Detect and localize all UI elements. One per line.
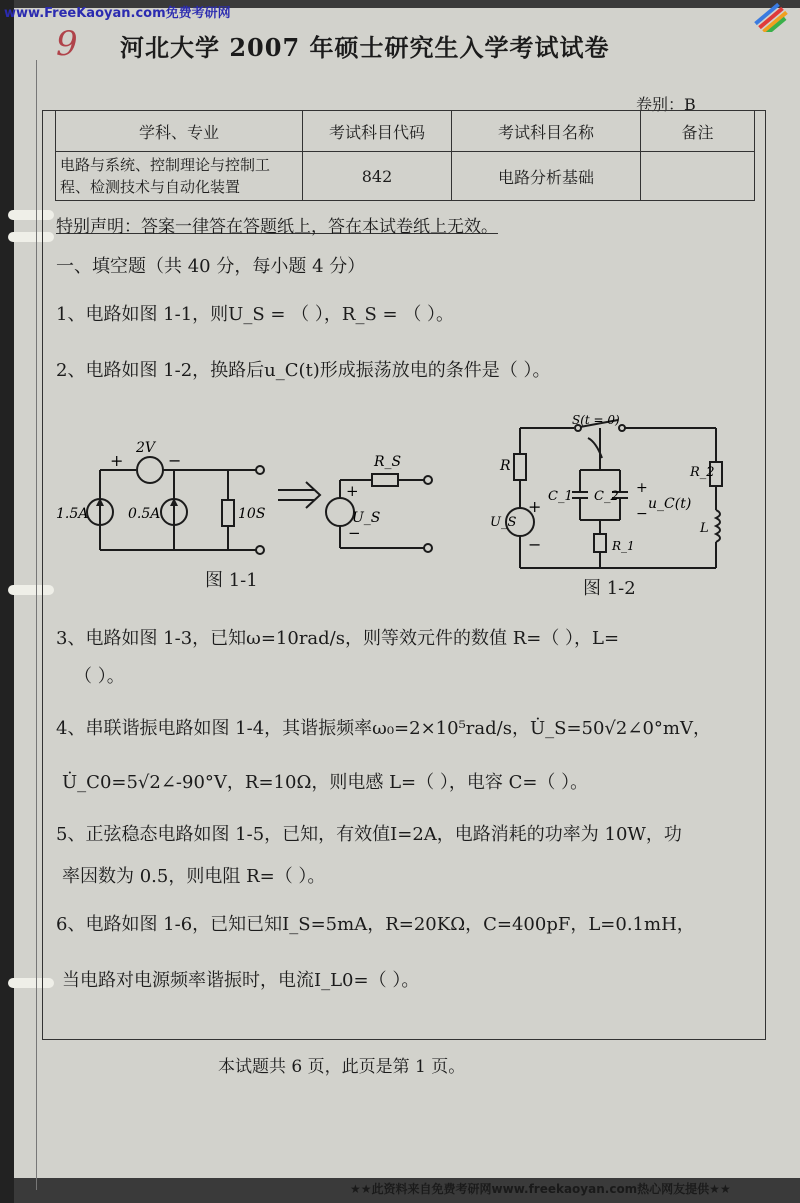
figure-1-2-caption: 图 1-2: [583, 578, 636, 599]
table-header-row: [56, 111, 755, 152]
question-3: 3、电路如图 1-3，已知ω=10rad/s，则等效元件的数值 R=（ ），L=: [56, 628, 620, 649]
fig11-label: 0.5A: [128, 506, 161, 522]
fig11-minus: −: [168, 451, 182, 470]
question-3-cont: （ ）。: [74, 666, 125, 687]
question-6-cont: 当电路对电源频率谐振时，电流I_L0=（ ）。: [62, 970, 420, 991]
figure-1-1-caption: 图 1-1: [205, 570, 258, 591]
table-header: 考试科目代码: [303, 111, 452, 152]
fig11-plus: +: [346, 482, 359, 500]
page-footer: 本试题共 6 页，此页是第 1 页。: [218, 1057, 466, 1077]
fig11-label: 10S: [238, 506, 266, 522]
question-4-cont: U̇_C0=5√2∠-90°V，R=10Ω，则电感 L=（ ），电容 C=（ ）。: [62, 772, 589, 793]
site-logo-icon: [752, 2, 790, 32]
question-1: 1、电路如图 1-1，则U_S = （ ），R_S = （ ）。: [56, 304, 455, 325]
table-header: 考试科目名称: [452, 111, 641, 152]
table-row: [56, 152, 755, 201]
table-cell: [641, 152, 755, 201]
fig12-label: R: [500, 458, 511, 474]
notice: 特别声明：答案一律答在答题纸上，答在本试卷纸上无效。: [56, 217, 498, 237]
handwritten-page-number: 9: [56, 24, 78, 64]
question-5-cont: 率因数为 0.5，则电阻 R=（ ）。: [62, 866, 326, 887]
fig12-label: U_S: [490, 515, 517, 530]
fig11-label: U_S: [352, 510, 381, 526]
fig12-minus: −: [528, 535, 542, 554]
question-2: 2、电路如图 1-2，换路后u_C(t)形成振荡放电的条件是（ ）。: [56, 360, 551, 381]
question-4: 4、串联谐振电路如图 1-4，其谐振频率ω₀=2×10⁵rad/s，U̇_S=50√2∠0°mV，: [56, 718, 711, 739]
margin-line: [36, 60, 37, 1190]
question-5: 5、正弦稳态电路如图 1-5，已知，有效值I=2A，电路消耗的功率为 10W，功: [56, 824, 682, 845]
fig12-label: u_C(t): [648, 496, 692, 512]
fig11-label: 1.5A: [56, 506, 89, 522]
fig11-plus: +: [110, 451, 124, 470]
section-title: 一、填空题（共 40 分，每小题 4 分）: [56, 256, 366, 277]
fig11-label: R_S: [374, 454, 402, 470]
table-header: 备注: [641, 111, 755, 152]
table-cell: 842: [303, 152, 452, 201]
fig12-plus: +: [528, 497, 542, 516]
table-cell: 电路与系统、控制理论与控制工程、检测技术与自动化装置: [56, 152, 303, 201]
fig12-plus: +: [636, 480, 648, 496]
fig12-minus: −: [636, 506, 648, 522]
table-cell: 电路分析基础: [452, 152, 641, 201]
page-title: 河北大学 2007 年硕士研究生入学考试试卷: [120, 33, 610, 62]
figure-1-2: [484, 414, 754, 580]
fig12-label: R_1: [612, 539, 635, 553]
binding-edge: [0, 0, 14, 1203]
figure-1-1-equivalent: [316, 440, 446, 570]
fig12-label: S(t = 0): [572, 414, 620, 427]
info-table: [55, 110, 755, 201]
figure-1-1: [56, 440, 286, 570]
question-6: 6、电路如图 1-6，已知已知I_S=5mA，R=20KΩ，C=400pF，L=0.1mH，: [56, 914, 695, 935]
fig12-label: R_2: [690, 465, 715, 480]
bottom-banner: ★★此资料来自免费考研网www.freekaoyan.com热心网友提供★★: [350, 1182, 731, 1196]
site-header[interactable]: www.FreeKaoyan.com免费考研网: [4, 6, 231, 21]
fig11-minus: −: [348, 524, 361, 542]
table-header: 学科、专业: [56, 111, 303, 152]
fig11-label: 2V: [136, 440, 156, 456]
fig12-label: L: [700, 521, 709, 536]
fig12-label: C_2: [594, 489, 619, 504]
fig12-label: C_1: [548, 489, 573, 504]
paper-type: 卷别：B: [636, 95, 696, 114]
